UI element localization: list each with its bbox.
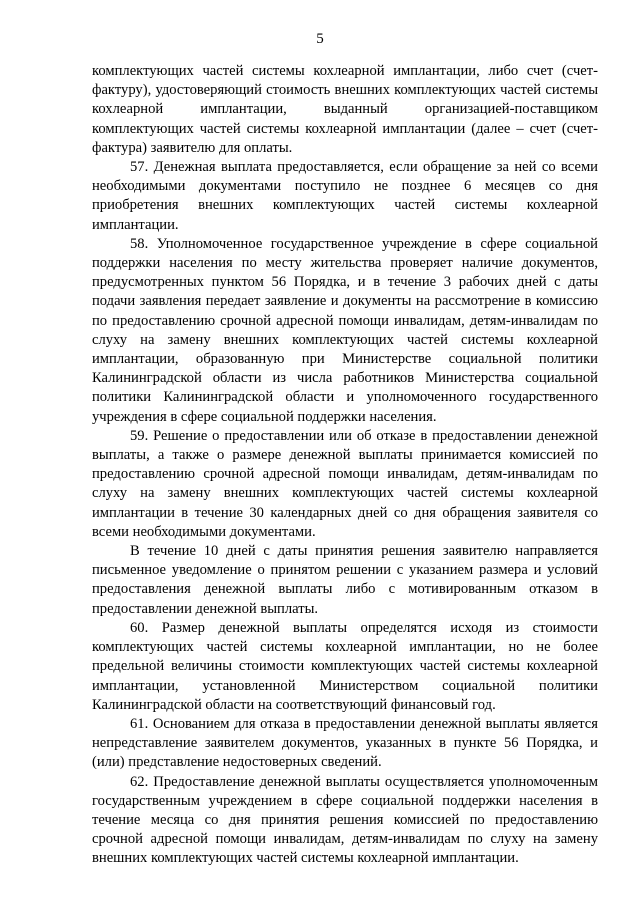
paragraph-57: 57. Денежная выплата предоставляется, если обращение за ней со всеми необходимыми документами поступило не позднее 6 месяцев со дня приобретения внешних комплектующих частей системы кохлеарной имплантации. [92, 159, 598, 233]
paragraph-58: 58. Уполномоченное государственное учреждение в сфере социальной поддержки населения по месту жительства проверяет наличие документов, предусмотренных пунктом 56 Порядка, и в течение 3 рабочих дней с даты подачи заявления передает заявление и документы на рассмотрение в комиссию по предоставлению срочной адресной помощи инвалидам, детям-инвалидам по слуху на замену внешних комплектующих частей системы кохлеарной имплантации, образованную при Министерстве социальной политики Калининградской области из числа работников Министерства социальной политики Калининградской области и уполномоченного государственного учреждения в сфере социальной поддержки населения. [92, 235, 598, 425]
paragraph-continuation: комплектующих частей системы кохлеарной имплантации, либо счет (счет-фактуру), удостоверяющий стоимость внешних комплектующих частей системы кохлеарной имплантации, выданный организацией-поставщиком комплектующих частей системы кохлеарной имплантации (далее – счет (счет-фактура) заявителю для оплаты. [92, 63, 598, 156]
paragraph-62: 62. Предоставление денежной выплаты осуществляется уполномоченным государственным учреждением в сфере социальной поддержки населения в течение месяца со дня принятия решения комиссией по предоставлению срочной адресной помощи инвалидам, детям-инвалидам по слуху на замену внешних комплектующих частей системы кохлеарной имплантации. [92, 773, 598, 867]
page-number: 5 [316, 31, 324, 47]
document-body [92, 62, 598, 869]
paragraph-59-notice: В течение 10 дней с даты принятия решения заявителю направляется письменное уведомление о принятом решении с указанием размера и условий предоставления денежной выплаты либо с мотивированным отказом в предоставлении денежной выплаты. [92, 543, 598, 617]
paragraph-61: 61. Основанием для отказа в предоставлении денежной выплаты является непредставление заявителем документов, указанных в пункте 56 Порядка, и (или) представление недостоверных сведений. [92, 715, 598, 771]
paragraph-60: 60. Размер денежной выплаты определятся исходя из стоимости комплектующих частей системы кохлеарной имплантации, но не более предельной величины стоимости комплектующих частей системы кохлеарной имплантации, установленной Министерством социальной политики Калининградской области на соответствующий финансовый год. [92, 619, 598, 713]
paragraph-59: 59. Решение о предоставлении или об отказе в предоставлении денежной выплаты, а также о размере денежной выплаты принимается комиссией по предоставлению срочной адресной помощи инвалидам, детям-инвалидам по слуху на замену внешних комплектующих частей системы кохлеарной имплантации в течение 30 календарных дней со дня обращения заявителя со всеми необходимыми документами. [92, 427, 598, 540]
